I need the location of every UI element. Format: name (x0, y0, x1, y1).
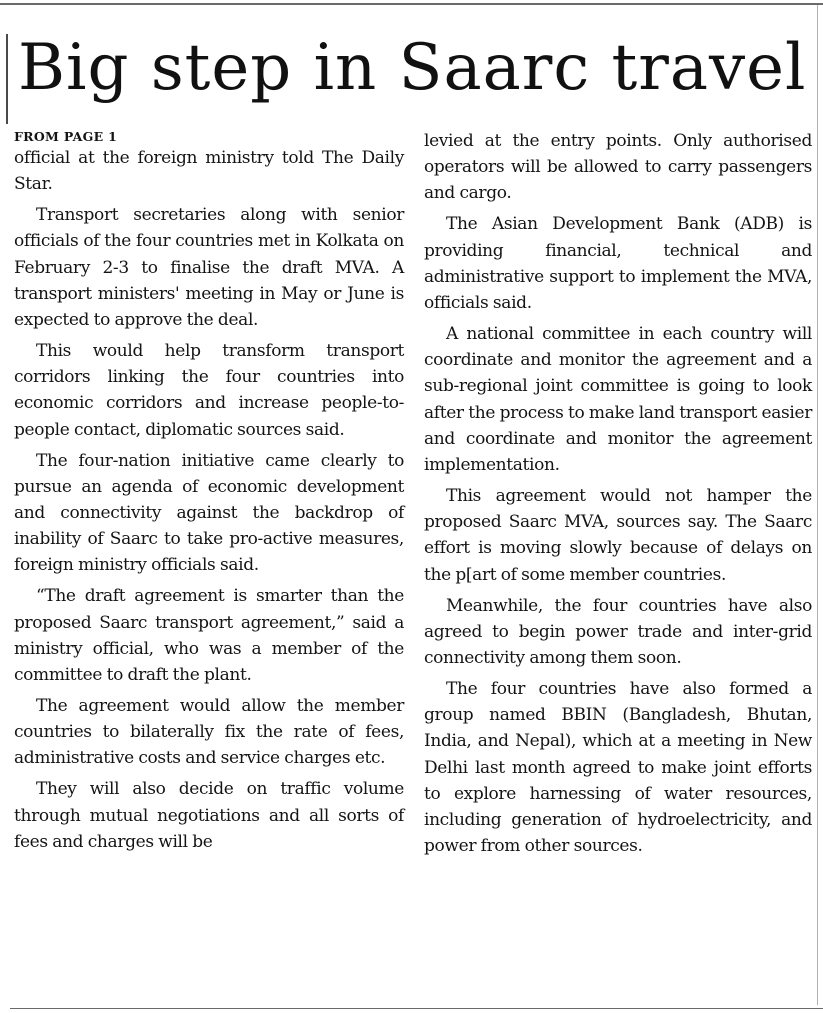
paragraph: “The draft agreement is smarter than the proposed Saarc transport agreement,” said a ministry official, who was a member of the committee to draft the plant. (14, 586, 404, 686)
paragraph: The four-nation initiative came clearly to pursue an agenda of economic development and connectivity against the backdrop of inability of Saarc to take pro-active measures, foreign ministry officials said. (14, 450, 404, 576)
paragraph: This would help transform transport corridors linking the four countries into economic corridors and increase people-to-people contact, diplomatic sources said. (14, 341, 404, 440)
bottom-rule (10, 1008, 823, 1009)
article-column-left (14, 128, 404, 855)
paragraph: official at the foreign ministry told The Daily Star. (14, 148, 404, 195)
paragraph: Meanwhile, the four countries have also agreed to begin power trade and inter-grid connectivity among them soon. (424, 595, 812, 669)
top-rule (0, 3, 823, 5)
left-rule (6, 34, 8, 124)
paragraph: Transport secretaries along with senior officials of the four countries met in Kolkata on February 2-3 to finalise the draft MVA. A transport ministers' meeting in May or June is expected to approve the deal. (14, 205, 404, 331)
paragraph: levied at the entry points. Only authorised operators will be allowed to carry passengers and cargo. (424, 131, 812, 204)
continuation-kicker: FROM PAGE 1 (14, 129, 118, 144)
paragraph: A national committee in each country will coordinate and monitor the agreement and a sub-regional joint committee is going to look after the process to make land transport easier and coordinate and monitor the agreement implementation. (424, 324, 812, 476)
headline: Big step in Saarc travel (18, 31, 807, 105)
paragraph: The four countries have also formed a group named BBIN (Bangladesh, Bhutan, India, and Nepal), which at a meeting in New Delhi last month agreed to make joint efforts to explore harnessing of water resources, including generation of hydroelectricity, and power from other sources. (424, 679, 812, 857)
right-rule (817, 5, 818, 1005)
paragraph: The agreement would allow the member countries to bilaterally fix the rate of fees, administrative costs and service charges etc. (14, 696, 404, 769)
paragraph: This agreement would not hamper the proposed Saarc MVA, sources say. The Saarc effort is moving slowly because of delays on the p[art of some member countries. (424, 486, 812, 585)
article-column-right (424, 128, 812, 859)
paragraph: The Asian Development Bank (ADB) is providing financial, technical and administrative support to implement the MVA, officials said. (424, 214, 812, 314)
paragraph: They will also decide on traffic volume through mutual negotiations and all sorts of fees and charges will be (14, 779, 404, 852)
